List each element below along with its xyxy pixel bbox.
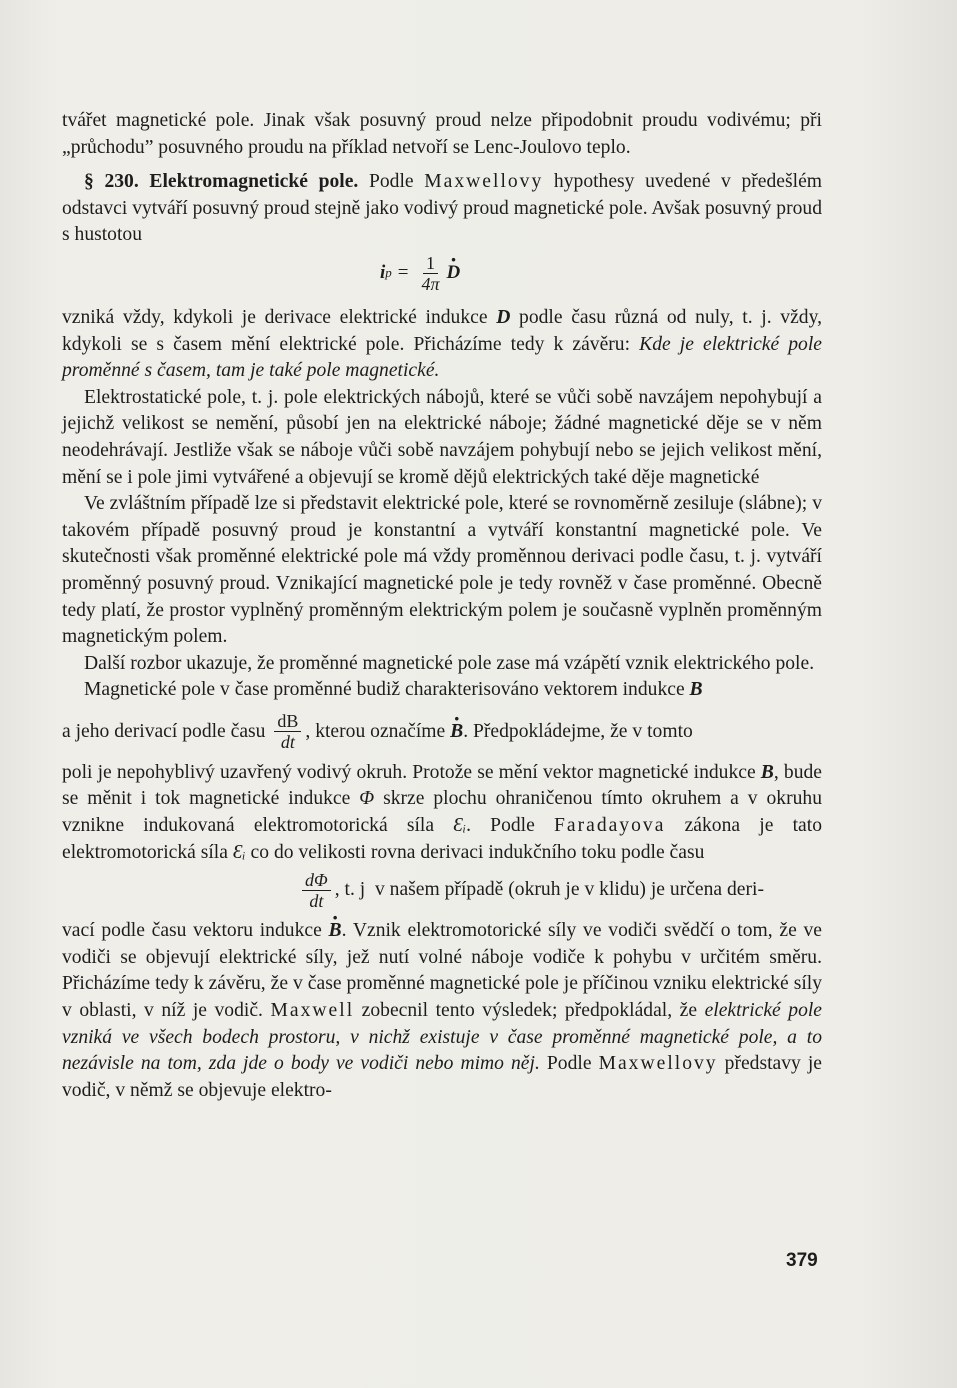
text-run: představy je vodič, v němž se objevuje elektro-: [62, 1053, 822, 1101]
text-run: skrze plochu ohraničenou tímto okruhem a v okruhu vznikne indukovaná elektromotorická síla: [62, 788, 822, 837]
text-run: , bude se měnit i tok magnetické indukce: [62, 761, 822, 810]
paragraph-5: Ve zvláštním případě lze si představit elektrické pole, které se rovnoměrně zesiluje (slábne); v takovém případě posuvný proud je konstantní a vytváří konstantní magnetické pole. Ve skutečnosti však proměnné elektrické pole má vždy proměnnou derivaci podle času, t. j. vytváří proměnný posuvný proud. Vznikající magnetické pole je tedy rovněž v čase proměnné. Obecně tedy platí, že prostor vyplněný proměnným elektrickým polem je současně vyplněn proměnným magnetickým polem.: [62, 493, 822, 648]
page-text: [62, 108, 822, 1104]
text-run: zobecnil tento výsledek; předpokládal, že: [354, 1000, 705, 1022]
text-run: co do velikosti rovna derivaci indukčního toku podle času: [245, 841, 705, 863]
text-run: , kterou označíme: [305, 720, 451, 742]
symbol-B-dot: · B: [450, 719, 463, 746]
symbol-D: D: [496, 306, 511, 328]
fraction-numerator: dB: [274, 711, 301, 732]
text-run: Magnetické pole v čase proměnné budiž charakterisováno vektorem indukce: [84, 679, 690, 701]
text-run: Podle: [539, 1053, 599, 1075]
italic-conclusion: Kde je elektrické pole proměnné s časem, tam je také pole magnetické.: [62, 333, 822, 382]
symbol-emf: Ɛᵢ: [453, 815, 467, 837]
italic-generalization: elektrické pole vzniká ve všech bodech prostoru, v nichž existuje v čase proměnné magnetické pole, a to nezávisle na tom, zda jde o body ve vodiči nebo mimo něj.: [62, 1000, 823, 1075]
text-run: . Vznik elektromotorické síly ve vodiči svědčí o tom, že ve vodiči se objevují elektrické síly, jež nutí volné náboje vodiče k pohybu v určitém směru. Přicházíme tedy k závěru, že v čase proměnné magnetické pole je příčinou vzniku elektrické síly v oblasti, v níž je vodič.: [62, 920, 822, 1022]
symbol-phi: Φ: [359, 788, 375, 810]
formula-displacement-current: [62, 249, 822, 305]
symbol-emf: Ɛᵢ: [232, 841, 246, 863]
section-number: § 230.: [84, 171, 139, 193]
paragraph-1: tvářet magnetické pole. Jinak však posuvný proud nelze připodobnit proudu vodivému; při „průchodu” posuvného proudu na příklad netvoří se Lenc-Joulovo teplo.: [62, 110, 822, 158]
section-title: Elektromagnetické pole.: [149, 171, 359, 193]
section-230: [62, 169, 822, 249]
name-maxwell: Maxwell: [270, 1000, 355, 1022]
text-run: hypothesy uvedené v předešlém odstavci vytváří posuvný proud stejně jako vodivý proud magnetické pole. Avšak posuvný proud s hustotou: [62, 171, 823, 246]
fraction-dPhi-dt: [302, 870, 331, 911]
fraction-dB-dt: [274, 711, 301, 752]
line-dB-dt: [62, 704, 822, 760]
symbol-B: B: [760, 761, 774, 783]
paragraph-8: [62, 760, 822, 866]
text-run: . Předpokládejme, že v tomto: [463, 720, 693, 742]
formula-equals: =: [397, 262, 409, 284]
page-number: 379: [786, 1250, 818, 1271]
fraction-denominator: 4π: [421, 273, 440, 294]
symbol-B: B: [689, 679, 703, 701]
formula-lhs: i: [380, 262, 386, 284]
formula-rhs: · D: [447, 260, 461, 287]
fraction-numerator: 1: [423, 253, 438, 274]
name-maxwell: Maxwellovy: [424, 171, 544, 193]
name-faraday: Faradayova: [554, 815, 666, 837]
formula-fraction: [419, 253, 443, 294]
paragraph-7: [62, 677, 822, 704]
fraction-denominator: dt: [309, 890, 324, 911]
formula-sub: p: [385, 265, 392, 281]
fraction-numerator: dΦ: [302, 870, 331, 891]
paragraph-6: Další rozbor ukazuje, že proměnné magnetické pole zase má vzápětí vznik elektrického pole.: [84, 652, 815, 674]
paragraph-9: [62, 918, 822, 1104]
paragraph-4: Elektrostatické pole, t. j. pole elektrických nábojů, které se vůči sobě navzájem nepohybují a jejichž velikost se nemění, působí jen na elektrické náboje; žádné magnetické děje se v něm neodehrávají. Jestliže však se náboje vůči sobě navzájem pohybují nebo se jejich velikost mění, mění se i pole jimi vytvářené a objevují se kromě dějů elektrických také děje magnetické: [62, 386, 822, 488]
line-dPhi-dt: [62, 862, 822, 918]
text-run: podle času různá od nuly, t. j. vždy, kdykoli se s časem mění elektrické pole. Přicházíme tedy k závěru:: [62, 306, 822, 355]
equation: [380, 253, 460, 294]
text-run: Podle: [358, 171, 425, 193]
paragraph-3: [62, 305, 822, 385]
text-run: , t. j v našem případě (okruh je v klidu) je určena deri-: [334, 878, 764, 900]
text-run: poli je nepohyblivý uzavřený vodivý okruh. Protože se mění vektor magnetické indukce: [62, 761, 761, 783]
text-run: vací podle času vektoru indukce: [62, 920, 329, 942]
text-run: a jeho derivací podle času: [62, 720, 271, 742]
name-maxwellovy: Maxwellovy: [598, 1053, 718, 1075]
text-run: zákona je tato elektromotorická síla: [62, 815, 822, 863]
text-run: vzniká vždy, kdykoli je derivace elektrické indukce: [62, 306, 497, 328]
text-run: . Podle: [466, 815, 554, 837]
symbol-B-dot: · B: [329, 918, 342, 945]
fraction-denominator: dt: [280, 732, 295, 753]
